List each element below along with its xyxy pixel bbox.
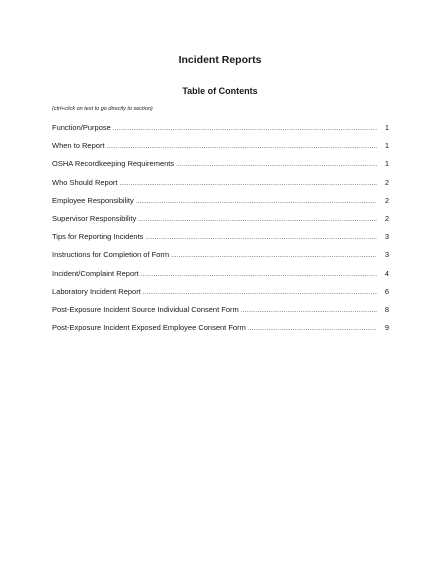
toc-entry-page-number[interactable]: 1 [384,159,389,169]
document-title: Incident Reports [178,54,262,66]
toc-entry-label[interactable]: Function/Purpose [52,123,111,132]
dot-leader [176,162,377,168]
toc-entry-label[interactable]: Who Should Report [52,177,118,187]
toc-entry-who-should-report[interactable] [52,178,390,196]
toc-entry-page-number[interactable]: 3 [384,250,389,260]
dot-leader [241,308,377,314]
dot-leader [107,144,377,150]
toc-entry-page-number[interactable]: 6 [384,286,389,296]
toc-hint: (ctrl+click on text to go directly to section) [52,106,153,112]
toc-entry-employee-responsibility[interactable] [52,196,390,214]
toc-entry-exposed-employee-consent-form[interactable] [52,323,390,341]
dot-leader [138,217,377,223]
toc-entry-page-number[interactable]: 2 [384,177,389,187]
toc-entry-supervisor-responsibility[interactable] [52,214,390,232]
dot-leader [171,253,377,259]
toc-entry-label[interactable]: OSHA Recordkeeping Requirements [52,159,175,169]
toc-entry-page-number[interactable]: 2 [384,213,389,223]
dot-leader [119,181,377,187]
toc-entry-source-individual-consent-form[interactable] [52,305,390,323]
toc-entry-function-purpose[interactable] [52,123,390,141]
toc-entry-label[interactable]: Laboratory Incident Report [52,286,141,296]
toc-entry-incident-complaint-report[interactable] [52,269,390,287]
dot-leader [113,126,377,132]
toc-entry-label[interactable]: Tips for Reporting Incidents [52,232,144,242]
toc-entry-label[interactable]: Employee Responsibility [52,195,134,205]
table-of-contents [52,123,390,341]
toc-entry-page-number[interactable]: 3 [384,232,389,242]
toc-entry-label[interactable]: Incident/Complaint Report [52,268,139,278]
dot-leader [141,272,377,278]
toc-heading: Table of Contents [182,86,258,96]
toc-entry-page-number[interactable]: 1 [384,141,389,151]
toc-entry-label[interactable]: Instructions for Completion of Form [52,250,170,260]
toc-entry-label[interactable]: When to Report [52,141,105,151]
toc-entry-osha-recordkeeping[interactable] [52,159,390,177]
toc-entry-label[interactable]: Post-Exposure Incident Exposed Employee Consent Form [52,323,246,333]
toc-entry-page-number[interactable]: 1 [384,123,389,132]
toc-entry-page-number[interactable]: 9 [384,323,389,333]
toc-entry-page-number[interactable]: 2 [384,195,389,205]
dot-leader [143,290,377,296]
toc-entry-page-number[interactable]: 8 [384,304,389,314]
dot-leader [136,199,377,205]
toc-entry-when-to-report[interactable] [52,141,390,159]
toc-entry-label[interactable]: Post-Exposure Incident Source Individual Consent Form [52,304,239,314]
dot-leader [145,235,377,241]
toc-entry-laboratory-incident-report[interactable] [52,287,390,305]
toc-entry-label[interactable]: Supervisor Responsibility [52,213,137,223]
dot-leader [248,326,377,332]
toc-entry-instructions-for-completion[interactable] [52,250,390,268]
toc-entry-page-number[interactable]: 4 [384,268,389,278]
toc-entry-tips-for-reporting[interactable] [52,232,390,250]
